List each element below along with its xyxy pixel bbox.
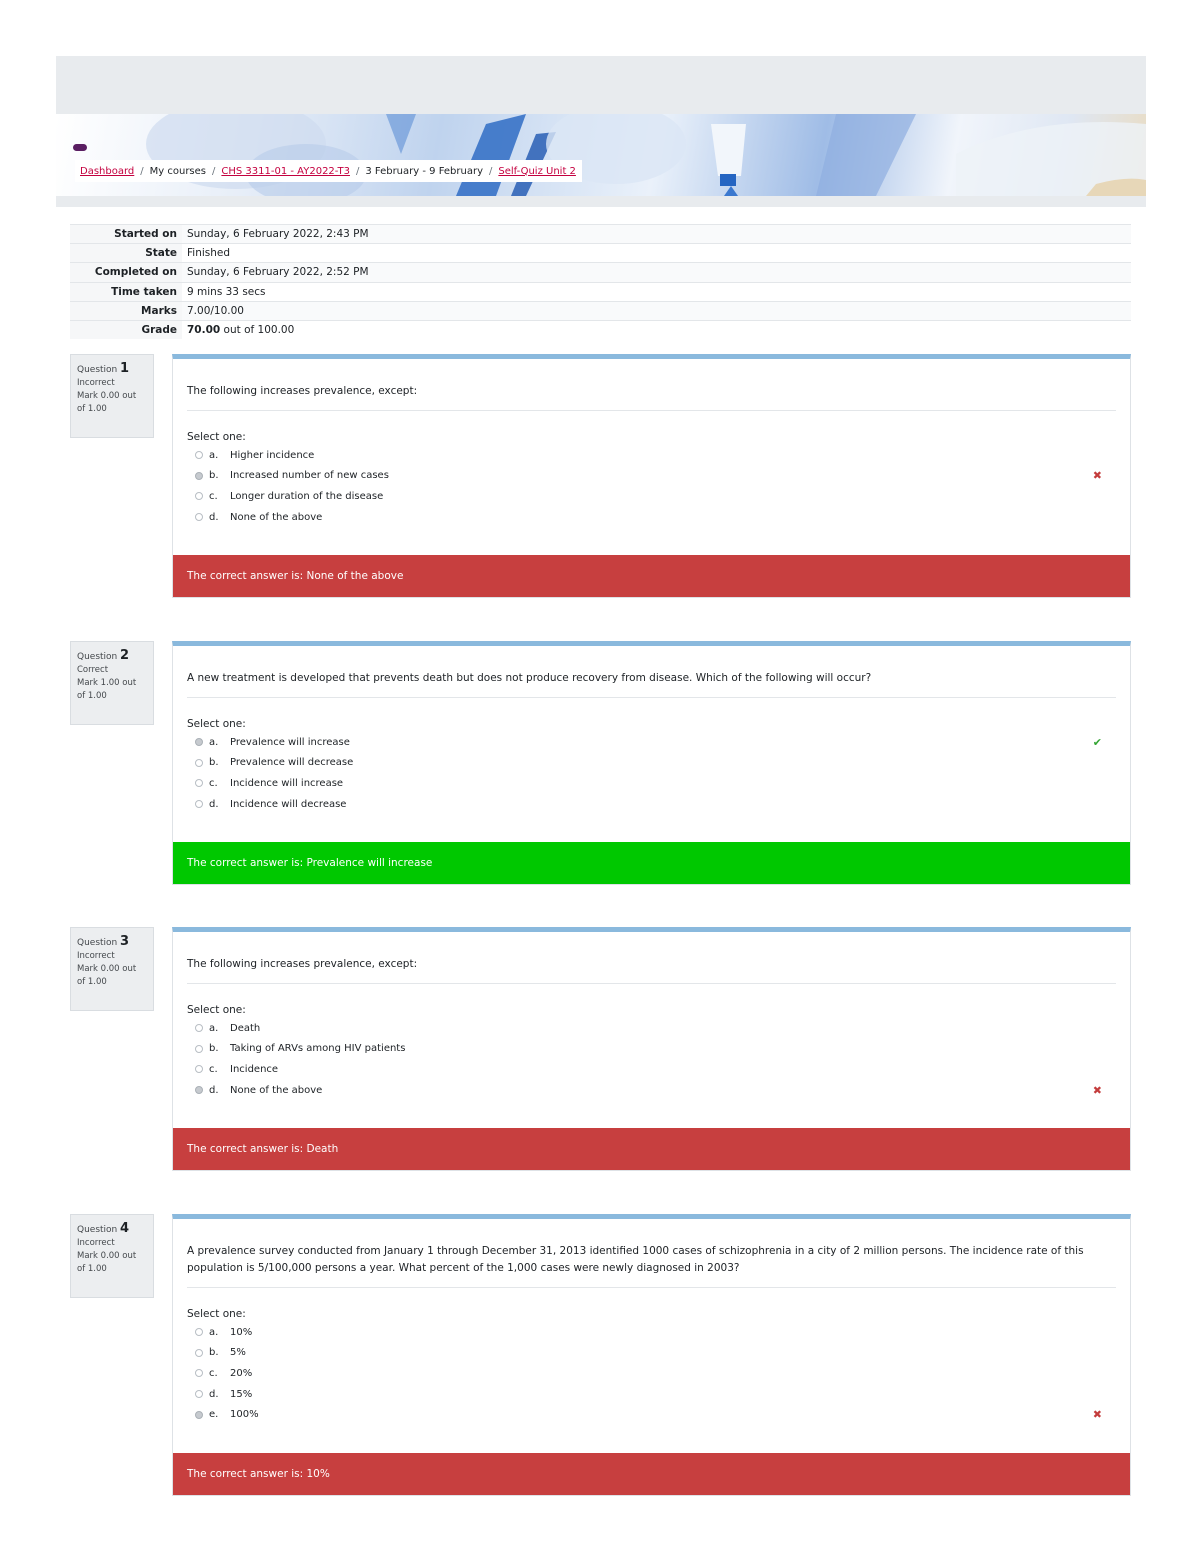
radio-button-selected[interactable] — [195, 472, 203, 480]
answer-option[interactable] — [187, 466, 1116, 487]
answer-letter: c. — [209, 777, 218, 789]
answer-text: Taking of ARVs among HIV patients — [230, 1043, 406, 1055]
breadcrumb-separator: / — [140, 165, 144, 177]
question-info — [70, 1214, 154, 1298]
answer-option[interactable] — [187, 445, 1116, 466]
radio-button[interactable] — [195, 513, 203, 521]
answer-option[interactable] — [187, 732, 1116, 753]
summary-row — [70, 301, 1131, 320]
question-content — [172, 354, 1131, 598]
banner-illustration — [56, 114, 1146, 196]
answer-text: 100% — [230, 1409, 259, 1421]
answer-list — [187, 1018, 1116, 1100]
answer-text: Higher incidence — [230, 449, 315, 461]
breadcrumb-my-courses: My courses — [149, 165, 207, 177]
answer-letter: b. — [209, 757, 219, 769]
answer-option[interactable] — [187, 1404, 1116, 1425]
question-label: Question — [77, 652, 118, 662]
breadcrumb-separator: / — [489, 165, 493, 177]
answer-list — [187, 1322, 1116, 1425]
question-text: A prevalence survey conducted from January 1 through December 31, 2013 identified 1000 cases of schizophrenia in a city of 2 million persons. The incidence rate of this population is 5/100,000 persons a year. What percent of the 1,000 cases were newly diagnosed in 2003? — [187, 1219, 1116, 1288]
answer-letter: c. — [209, 490, 218, 502]
radio-button[interactable] — [195, 1045, 203, 1053]
question-text: The following increases prevalence, except: — [187, 932, 1116, 984]
radio-button-selected[interactable] — [195, 1086, 203, 1094]
question-status: Incorrect — [77, 1238, 115, 1248]
select-one-label: Select one: — [187, 718, 246, 730]
summary-label: Grade — [70, 320, 182, 339]
summary-value: 9 mins 33 secs — [182, 282, 1131, 301]
radio-button[interactable] — [195, 492, 203, 500]
question-mark: Mark 0.00 out of 1.00 — [77, 391, 137, 414]
radio-button[interactable] — [195, 451, 203, 459]
breadcrumb-week: 3 February - 9 February — [365, 165, 483, 177]
answer-text: Longer duration of the disease — [230, 490, 384, 502]
answer-option[interactable] — [187, 773, 1116, 794]
question-number: 1 — [119, 361, 130, 376]
breadcrumb — [75, 160, 582, 182]
breadcrumb-dashboard-link[interactable]: Dashboard — [80, 165, 135, 177]
summary-row — [70, 263, 1131, 282]
summary-label: Time taken — [70, 282, 182, 301]
correct-answer-feedback: The correct answer is: Death — [173, 1128, 1130, 1170]
question-mark: Mark 1.00 out of 1.00 — [77, 678, 137, 701]
breadcrumb-course-link[interactable]: CHS 3311-01 - AY2022-T3 — [221, 165, 350, 177]
question-status: Incorrect — [77, 951, 115, 961]
answer-letter: b. — [209, 1347, 219, 1359]
answer-option[interactable] — [187, 1384, 1116, 1405]
answer-letter: d. — [209, 1388, 219, 1400]
answer-option[interactable] — [187, 507, 1116, 528]
answer-text: Death — [230, 1022, 261, 1034]
answer-list — [187, 732, 1116, 814]
summary-value: Finished — [182, 244, 1131, 263]
answer-option[interactable] — [187, 753, 1116, 774]
answer-text: Prevalence will decrease — [230, 757, 354, 769]
radio-button[interactable] — [195, 1349, 203, 1357]
question-number: 4 — [119, 1221, 130, 1236]
select-one-label: Select one: — [187, 431, 246, 443]
summary-label: Started on — [70, 225, 182, 244]
answer-letter: a. — [209, 736, 219, 748]
answer-letter: e. — [209, 1409, 219, 1421]
answer-text: Prevalence will increase — [230, 736, 350, 748]
correct-answer-feedback: The correct answer is: None of the above — [173, 555, 1130, 597]
answer-text: Incidence will increase — [230, 777, 344, 789]
page-header — [56, 56, 1146, 207]
answer-text: 10% — [230, 1326, 253, 1338]
radio-button[interactable] — [195, 759, 203, 767]
answer-text: 5% — [230, 1347, 246, 1359]
summary-label: State — [70, 244, 182, 263]
incorrect-icon: ✖ — [1092, 1083, 1102, 1097]
answer-option[interactable] — [187, 486, 1116, 507]
radio-button-selected[interactable] — [195, 738, 203, 746]
question-info — [70, 641, 154, 725]
answer-letter: a. — [209, 449, 219, 461]
question-status: Incorrect — [77, 378, 115, 388]
answer-letter: b. — [209, 1043, 219, 1055]
summary-value — [182, 320, 1131, 339]
answer-option[interactable] — [187, 1039, 1116, 1060]
radio-button[interactable] — [195, 1390, 203, 1398]
breadcrumb-quiz-link[interactable]: Self-Quiz Unit 2 — [498, 165, 576, 177]
summary-label: Marks — [70, 301, 182, 320]
select-one-label: Select one: — [187, 1004, 246, 1016]
question-mark: Mark 0.00 out of 1.00 — [77, 1251, 137, 1274]
breadcrumb-separator: / — [355, 165, 360, 177]
question-info — [70, 927, 154, 1011]
question-label: Question — [77, 365, 118, 375]
summary-row — [70, 282, 1131, 301]
answer-option[interactable] — [187, 1343, 1116, 1364]
answer-list — [187, 445, 1116, 527]
summary-value: Sunday, 6 February 2022, 2:43 PM — [182, 225, 1131, 244]
question-number: 2 — [119, 648, 130, 663]
question-content — [172, 641, 1131, 885]
breadcrumb-separator: / — [212, 165, 216, 177]
radio-button[interactable] — [195, 779, 203, 787]
answer-option[interactable] — [187, 1322, 1116, 1343]
summary-row — [70, 320, 1131, 339]
radio-button[interactable] — [195, 1369, 203, 1377]
summary-value: 7.00/10.00 — [182, 301, 1131, 320]
correct-answer-feedback: The correct answer is: 10% — [173, 1453, 1130, 1495]
answer-letter: b. — [209, 470, 219, 482]
correct-check-icon: ✔ — [1092, 735, 1102, 749]
answer-option[interactable] — [187, 1018, 1116, 1039]
answer-letter: c. — [209, 1063, 218, 1075]
question-label: Question — [77, 1225, 118, 1235]
answer-letter: a. — [209, 1022, 219, 1034]
question-text: A new treatment is developed that prevents death but does not produce recovery from disease. Which of the following will occur? — [187, 646, 1116, 698]
answer-option[interactable] — [187, 1363, 1116, 1384]
radio-button-selected[interactable] — [195, 1411, 203, 1419]
attempt-summary-table — [70, 224, 1131, 339]
question-mark: Mark 0.00 out of 1.00 — [77, 964, 137, 987]
radio-button[interactable] — [195, 1065, 203, 1073]
site-logo[interactable] — [73, 144, 87, 151]
question-status: Correct — [77, 665, 109, 675]
radio-button[interactable] — [195, 1328, 203, 1336]
answer-text: None of the above — [230, 1084, 323, 1096]
course-banner-image — [56, 114, 1146, 196]
select-one-label: Select one: — [187, 1308, 246, 1320]
incorrect-icon: ✖ — [1092, 1408, 1102, 1422]
answer-text: Incidence will decrease — [230, 798, 347, 810]
answer-text: None of the above — [230, 511, 323, 523]
answer-letter: c. — [209, 1367, 218, 1379]
question-content — [172, 927, 1131, 1171]
incorrect-icon: ✖ — [1092, 469, 1102, 483]
answer-text: Incidence — [230, 1063, 279, 1075]
question-text: The following increases prevalence, except: — [187, 359, 1116, 411]
answer-letter: d. — [209, 798, 219, 810]
answer-option[interactable] — [187, 1059, 1116, 1080]
radio-button[interactable] — [195, 1024, 203, 1032]
answer-letter: d. — [209, 511, 219, 523]
answer-letter: d. — [209, 1084, 219, 1096]
correct-answer-feedback: The correct answer is: Prevalence will increase — [173, 842, 1130, 884]
answer-text: Increased number of new cases — [230, 470, 389, 482]
summary-value: Sunday, 6 February 2022, 2:52 PM — [182, 263, 1131, 282]
question-content — [172, 1214, 1131, 1496]
answer-letter: a. — [209, 1326, 219, 1338]
grade-out-of: out of 100.00 — [220, 324, 295, 337]
answer-text: 15% — [230, 1388, 253, 1400]
answer-option[interactable] — [187, 794, 1116, 815]
summary-row — [70, 225, 1131, 244]
answer-text: 20% — [230, 1367, 253, 1379]
question-label: Question — [77, 938, 118, 948]
radio-button[interactable] — [195, 800, 203, 808]
question-info — [70, 354, 154, 438]
summary-row — [70, 244, 1131, 263]
answer-option[interactable] — [187, 1080, 1116, 1101]
question-number: 3 — [119, 934, 130, 949]
grade-value: 70.00 — [187, 324, 221, 337]
summary-label: Completed on — [70, 263, 182, 282]
